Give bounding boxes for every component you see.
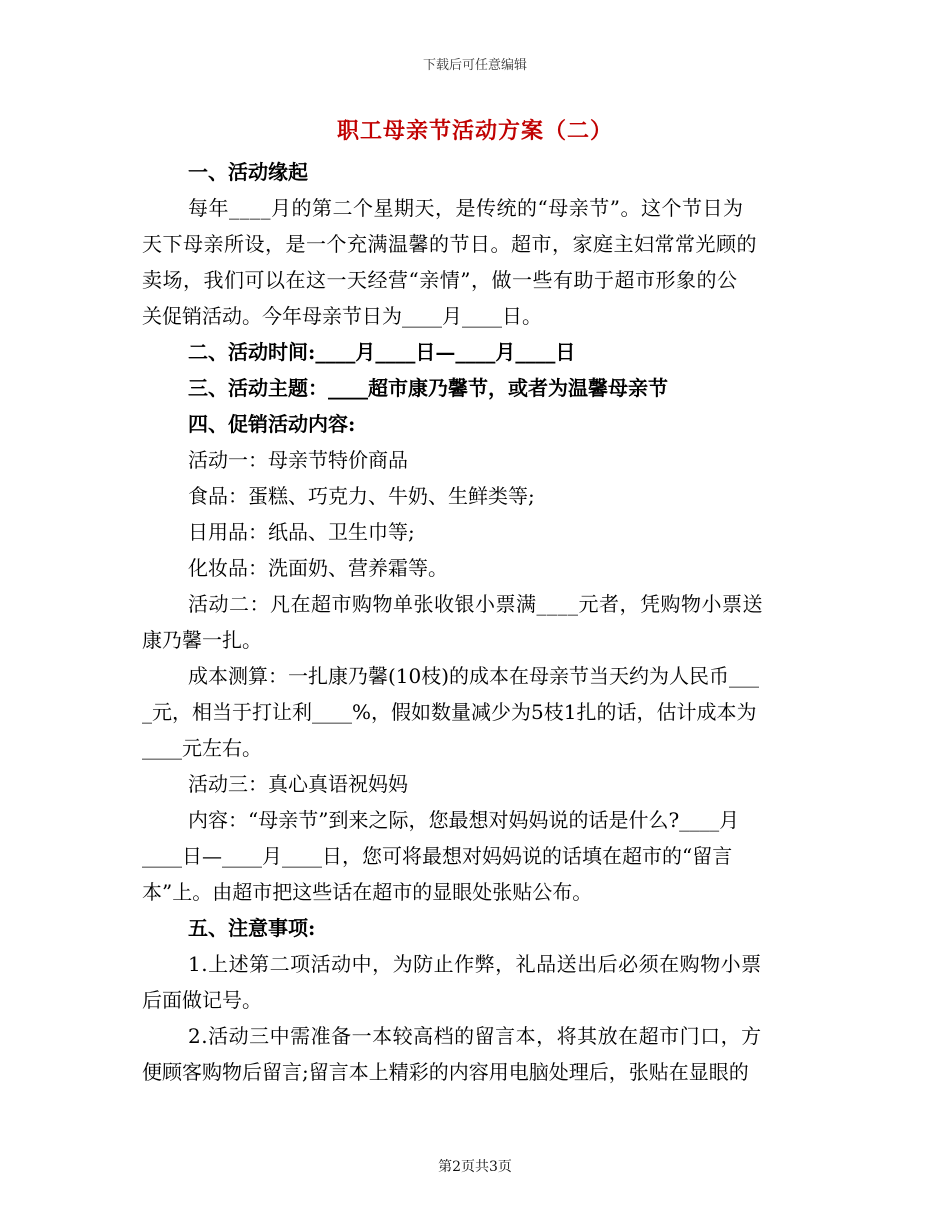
section-heading-notes: 五、注意事项: (188, 916, 316, 940)
paragraph-line: 卖场，我们可以在这一天经营“亲情”，做一些有助于超市形象的公 (142, 268, 738, 292)
page-header-note: 下载后可任意编辑 (422, 58, 527, 73)
food-items: 食品：蛋糕、巧克力、牛奶、生鲜类等; (188, 484, 535, 508)
section-heading-origin: 一、活动缘起 (188, 160, 308, 184)
daily-items: 日用品：纸品、卫生巾等; (188, 520, 415, 544)
activity-two-line: 康乃馨一扎。 (142, 628, 262, 652)
activity-three-line: 内容：“母亲节”到来之际，您最想对妈妈说的话是什么?____月 (188, 808, 740, 832)
section-heading-promotion: 四、促销活动内容: (188, 412, 356, 436)
paragraph-line: 关促销活动。今年母亲节日为____月____日。 (142, 304, 542, 328)
activity-three: 活动三：真心真语祝妈妈 (188, 772, 408, 796)
cost-estimate-line: _元，相当于打让利____%，假如数量减少为5枝1扎的话，估计成本为 (142, 700, 757, 724)
note-line: 后面做记号。 (142, 988, 262, 1012)
note-line: 1.上述第二项活动中，为防止作弊，礼品送出后必须在购物小票 (188, 952, 762, 976)
paragraph-line: 每年____月的第二个星期天，是传统的“母亲节”。这个节日为 (188, 196, 744, 220)
activity-three-line: ____日—____月____日，您可将最想对妈妈说的话填在超市的“留言 (142, 844, 733, 868)
cost-estimate-line: 成本测算：一扎康乃馨(10枝)的成本在母亲节当天约为人民币___ (188, 664, 760, 688)
cost-estimate-line: ____元左右。 (142, 736, 262, 760)
cosmetic-items: 化妆品：洗面奶、营养霜等。 (188, 556, 448, 580)
note-line: 便顾客购物后留言;留言本上精彩的内容用电脑处理后，张贴在显眼的 (142, 1060, 749, 1084)
paragraph-line: 天下母亲所设，是一个充满温馨的节日。超市，家庭主妇常常光顾的 (142, 232, 757, 256)
page-number-footer: 第2页共3页 (438, 1159, 512, 1175)
section-heading-time: 二、活动时间:____月____日—____月____日 (188, 340, 576, 364)
activity-one: 活动一：母亲节特价商品 (188, 448, 408, 472)
document-body (142, 150, 810, 1090)
section-heading-theme: 三、活动主题：____超市康乃馨节，或者为温馨母亲节 (188, 376, 668, 400)
activity-two-line: 活动二：凡在超市购物单张收银小票满____元者，凭购物小票送 (188, 592, 763, 616)
document-title: 职工母亲节活动方案（二） (336, 118, 613, 144)
note-line: 2.活动三中需准备一本较高档的留言本，将其放在超市门口，方 (188, 1024, 762, 1048)
activity-three-line: 本”上。由超市把这些话在超市的显眼处张贴公布。 (142, 880, 593, 904)
